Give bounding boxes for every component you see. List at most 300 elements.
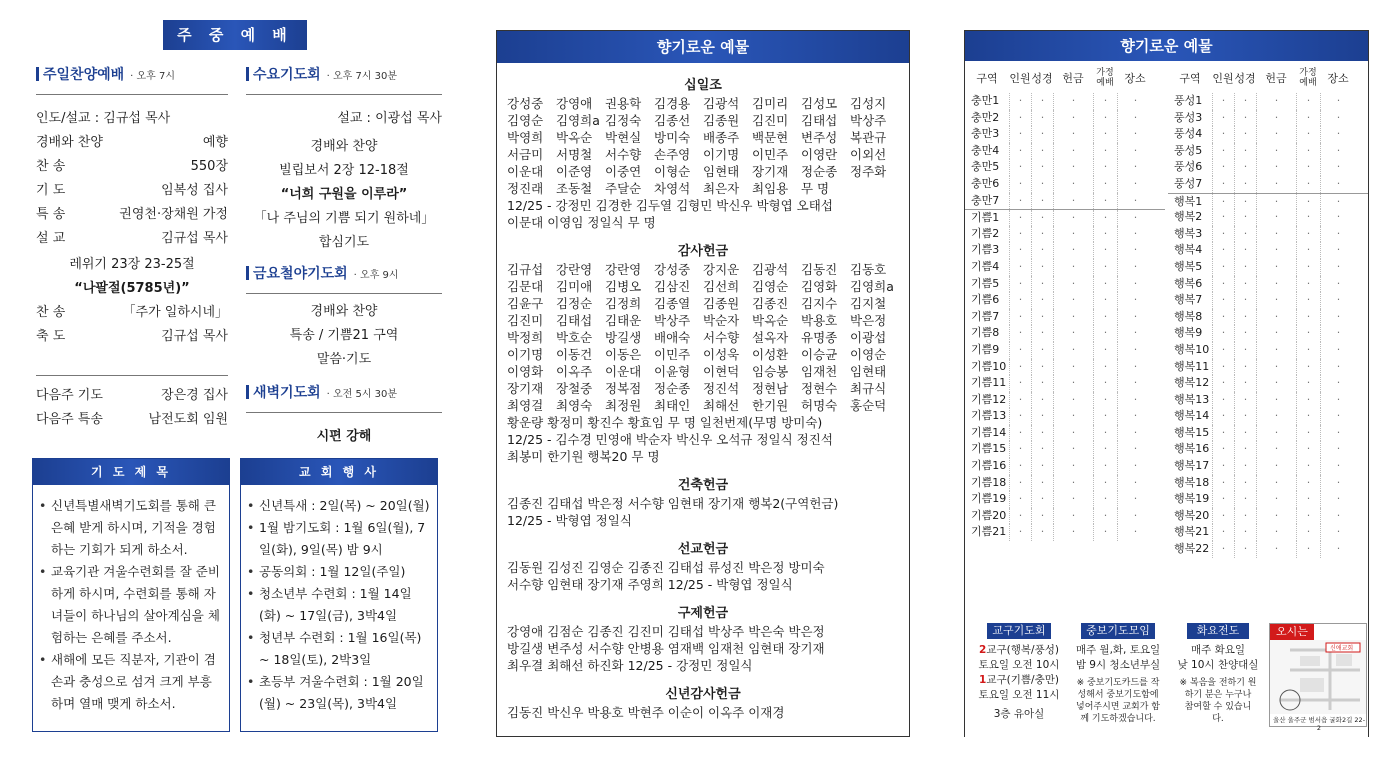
church-events-box bbox=[240, 458, 438, 732]
donor-name: 한기원 bbox=[752, 398, 789, 413]
donor-name: 김미애 bbox=[556, 279, 593, 294]
empty-cell: · bbox=[1296, 126, 1320, 143]
donor-name: 장기재 bbox=[507, 381, 544, 396]
empty-cell: · bbox=[1234, 276, 1256, 293]
table-row bbox=[1168, 392, 1368, 409]
table-row bbox=[1168, 242, 1368, 259]
empty-cell: · bbox=[1053, 242, 1093, 259]
empty-cell: · bbox=[1212, 375, 1234, 392]
donor-name: 김종열 bbox=[654, 296, 691, 311]
district-name: 행복2 bbox=[1174, 210, 1203, 224]
donor-name: 방미숙 bbox=[654, 130, 691, 145]
empty-cell: · bbox=[1320, 491, 1356, 508]
empty-cell: · bbox=[1053, 193, 1093, 210]
donor-name: 최영걸 bbox=[507, 398, 544, 413]
donor-name: 김태섭 bbox=[801, 113, 838, 128]
column-header: 인원 bbox=[1009, 72, 1031, 85]
empty-cell: · bbox=[1009, 242, 1031, 259]
empty-cell: · bbox=[1234, 375, 1256, 392]
empty-cell: · bbox=[1117, 325, 1153, 342]
empty-cell: · bbox=[1256, 375, 1296, 392]
offering-section bbox=[497, 605, 909, 674]
donor-name: 정순종 bbox=[654, 381, 691, 396]
empty-cell: · bbox=[1093, 193, 1117, 210]
info-boxes bbox=[975, 623, 1366, 733]
empty-cell: · bbox=[1117, 143, 1153, 160]
donor-name: 박용호 bbox=[801, 313, 838, 328]
empty-cell: · bbox=[1320, 342, 1356, 359]
district-name: 기쁨13 bbox=[971, 409, 1007, 423]
district-name: 기쁨14 bbox=[971, 425, 1007, 439]
district-name: 기쁨7 bbox=[971, 309, 1000, 323]
district-name: 행복12 bbox=[1174, 376, 1210, 390]
empty-cell: · bbox=[1031, 159, 1053, 176]
empty-cell: · bbox=[1031, 359, 1053, 376]
table-row bbox=[965, 441, 1165, 458]
table-row bbox=[1168, 126, 1368, 143]
empty-cell: · bbox=[1093, 210, 1117, 226]
empty-cell: · bbox=[1320, 126, 1356, 143]
empty-cell: · bbox=[1117, 458, 1153, 475]
donor-name: 김진미 bbox=[507, 313, 544, 328]
donor-name: 이성욱 bbox=[703, 347, 740, 362]
column-header: 성경 bbox=[1234, 72, 1256, 85]
empty-cell: · bbox=[1296, 458, 1320, 475]
empty-cell: · bbox=[1256, 259, 1296, 276]
empty-cell: · bbox=[1053, 93, 1093, 110]
table-row bbox=[965, 475, 1165, 492]
empty-cell: · bbox=[1031, 210, 1053, 226]
donor-name: 이현덕 bbox=[703, 364, 740, 379]
empty-cell: · bbox=[1234, 441, 1256, 458]
donor-name: 김정희 bbox=[605, 296, 642, 311]
empty-cell: · bbox=[1296, 524, 1320, 541]
empty-cell: · bbox=[1009, 441, 1031, 458]
donor-name: 최태인 bbox=[654, 398, 691, 413]
empty-cell: · bbox=[1093, 176, 1117, 193]
district-name: 풍성1 bbox=[1174, 94, 1203, 107]
donor-name: 강성중 bbox=[507, 96, 544, 111]
donor-name: 김병오 bbox=[605, 279, 642, 294]
district-name: 충만2 bbox=[971, 110, 1000, 124]
order-row bbox=[36, 384, 228, 408]
donor-line: 김동원 김성진 김영순 김종진 김태섭 류성진 박은정 방미숙 bbox=[507, 560, 825, 575]
divider bbox=[36, 375, 228, 376]
empty-cell: · bbox=[1117, 524, 1153, 541]
empty-cell: · bbox=[1212, 126, 1234, 143]
district-name: 행복9 bbox=[1174, 326, 1203, 340]
donor-name: 주달순 bbox=[605, 181, 642, 196]
donor-name: 유명종 bbox=[801, 330, 838, 345]
empty-cell: · bbox=[1296, 276, 1320, 293]
empty-cell: · bbox=[1256, 176, 1296, 193]
donor-name: 이중연 bbox=[605, 164, 642, 179]
donor-name: 정주화 bbox=[850, 164, 887, 179]
donor-name: 김영화 bbox=[801, 279, 838, 294]
empty-cell: · bbox=[1031, 143, 1053, 160]
empty-cell: · bbox=[1296, 325, 1320, 342]
empty-cell: · bbox=[1031, 425, 1053, 442]
intercession-box bbox=[1071, 623, 1165, 725]
empty-cell: · bbox=[1234, 242, 1256, 259]
empty-cell: · bbox=[1117, 441, 1153, 458]
list-item: • 교육기관 겨울수련회를 잘 준비하게 하시며, 수련회를 통해 자녀들이 하나님의 살아계심을 체험하는 은혜를 주소서. bbox=[39, 561, 221, 649]
donor-name: 이민주 bbox=[654, 347, 691, 362]
table-row bbox=[965, 126, 1165, 143]
donor-line: 12/25 - 강정민 김경한 김두열 김형민 박신우 박형엽 오태섭 bbox=[507, 198, 833, 213]
column-header: 구역 bbox=[976, 72, 998, 85]
empty-cell: · bbox=[1093, 392, 1117, 409]
table-row bbox=[1168, 159, 1368, 176]
sermon-title: “나팔절(5785년)” bbox=[74, 281, 190, 296]
donor-name: 박호순 bbox=[556, 330, 593, 345]
empty-cell: · bbox=[1053, 342, 1093, 359]
empty-cell: · bbox=[1093, 425, 1117, 442]
empty-cell: · bbox=[1053, 375, 1093, 392]
donor-name: 김종진 bbox=[752, 296, 789, 311]
donor-name: 김미리 bbox=[752, 96, 789, 111]
donor-name: 이영란 bbox=[801, 147, 838, 162]
empty-cell: · bbox=[1009, 508, 1031, 525]
empty-cell: · bbox=[1053, 325, 1093, 342]
list-item: • 신년특별새벽기도회를 통해 큰 은혜 받게 하시며, 기적을 경험하는 기회가 되게 하소서. bbox=[39, 495, 221, 561]
empty-cell: · bbox=[1212, 524, 1234, 541]
district-name: 행복8 bbox=[1174, 309, 1203, 323]
table-row bbox=[1168, 110, 1368, 127]
empty-cell: · bbox=[1009, 193, 1031, 210]
table-row bbox=[965, 242, 1165, 259]
table-row bbox=[965, 392, 1165, 409]
section-heading: 금요철야기도회 · 오후 9시 bbox=[246, 263, 442, 283]
donor-name: 강성중 bbox=[654, 262, 691, 277]
district-name: 기쁨1 bbox=[971, 211, 1000, 225]
empty-cell: · bbox=[1009, 126, 1031, 143]
divider bbox=[246, 94, 442, 95]
donor-name: 최임용 bbox=[752, 181, 789, 196]
empty-cell: · bbox=[1093, 524, 1117, 541]
table-row bbox=[1168, 458, 1368, 475]
donor-name: 이성환 bbox=[752, 347, 789, 362]
empty-cell: · bbox=[1234, 110, 1256, 127]
weekly-worship-panel bbox=[28, 18, 444, 740]
order-label: 특 송 bbox=[36, 207, 66, 222]
empty-cell: · bbox=[1296, 309, 1320, 326]
donor-name: 박정희 bbox=[507, 330, 544, 345]
donor-name: 강지운 bbox=[703, 262, 740, 277]
scripture: 레위기 23장 23-25절 bbox=[69, 257, 195, 272]
district-name: 충만6 bbox=[971, 176, 1000, 190]
table-row bbox=[1168, 524, 1368, 541]
district-name: 충만7 bbox=[971, 193, 1000, 207]
donor-name: 김동호 bbox=[850, 262, 887, 277]
table-row bbox=[1168, 441, 1368, 458]
offering-body bbox=[497, 77, 909, 733]
empty-cell: · bbox=[1234, 259, 1256, 276]
box-heading: 중보기도모임 bbox=[1081, 623, 1155, 639]
donor-name: 장철중 bbox=[556, 381, 593, 396]
empty-cell: · bbox=[1009, 110, 1031, 127]
table-row bbox=[965, 325, 1165, 342]
donor-name: 이승균 bbox=[801, 347, 838, 362]
empty-cell: · bbox=[1031, 309, 1053, 326]
empty-cell: · bbox=[1053, 143, 1093, 160]
map-church-label: 신애교회 bbox=[1330, 645, 1354, 652]
donor-name: 김태운 bbox=[605, 313, 642, 328]
empty-cell: · bbox=[1234, 491, 1256, 508]
offering-category: 감사헌금 bbox=[677, 244, 729, 259]
empty-cell: · bbox=[1212, 309, 1234, 326]
empty-cell: · bbox=[1320, 143, 1356, 160]
empty-cell: · bbox=[1212, 491, 1234, 508]
donor-name: 정현남 bbox=[752, 381, 789, 396]
district-name: 기쁨3 bbox=[971, 243, 1000, 257]
empty-cell: · bbox=[1212, 425, 1234, 442]
empty-cell: · bbox=[1320, 176, 1356, 193]
donor-name: 최해선 bbox=[703, 398, 740, 413]
donor-name: 이동건 bbox=[556, 347, 593, 362]
empty-cell: · bbox=[1031, 508, 1053, 525]
table-row bbox=[965, 93, 1165, 110]
donor-name bbox=[850, 180, 899, 197]
order-row bbox=[36, 107, 228, 131]
donor-name: 강란영 bbox=[556, 262, 593, 277]
empty-cell: · bbox=[1256, 159, 1296, 176]
table-row bbox=[1168, 226, 1368, 243]
donor-name: 정순종 bbox=[801, 164, 838, 179]
donor-name: 이형순 bbox=[654, 164, 691, 179]
empty-cell: · bbox=[1009, 226, 1031, 243]
empty-cell: · bbox=[1031, 392, 1053, 409]
order-line: 경배와 찬양 bbox=[310, 139, 378, 154]
table-row bbox=[965, 359, 1165, 376]
district-name: 기쁨11 bbox=[971, 376, 1007, 390]
empty-cell: · bbox=[1031, 491, 1053, 508]
table-row bbox=[965, 209, 1165, 226]
order-row bbox=[36, 227, 228, 251]
box-line: 매주 월,화, 토요일 bbox=[1075, 644, 1161, 656]
column-header: 헌금 bbox=[1265, 72, 1287, 85]
donor-name: 박영희 bbox=[507, 130, 544, 145]
donor-name: 홍순덕 bbox=[850, 398, 887, 413]
district-name: 행복21 bbox=[1174, 525, 1210, 539]
donor-name: 김광석 bbox=[752, 262, 789, 277]
empty-cell: · bbox=[1117, 408, 1153, 425]
empty-cell: · bbox=[1009, 276, 1031, 293]
table-body bbox=[965, 93, 1165, 541]
offering-section bbox=[497, 477, 909, 529]
address: 울산 울주군 범서읍 굴화2길 22-2 bbox=[1272, 716, 1366, 732]
empty-cell: · bbox=[1212, 458, 1234, 475]
empty-cell: · bbox=[1212, 408, 1234, 425]
order-label: 다음주 기도 bbox=[36, 388, 103, 403]
district-name: 충만4 bbox=[971, 143, 1000, 157]
table-row bbox=[965, 226, 1165, 243]
district-name: 행복15 bbox=[1174, 425, 1210, 439]
offering-section bbox=[497, 243, 909, 465]
donor-line: 최봉미 한기원 행복20 무 명 bbox=[507, 449, 660, 464]
empty-cell: · bbox=[1320, 325, 1356, 342]
empty-cell: · bbox=[1009, 159, 1031, 176]
district-name: 기쁨19 bbox=[971, 492, 1007, 506]
empty-cell: · bbox=[1296, 491, 1320, 508]
empty-cell: · bbox=[1212, 325, 1234, 342]
empty-cell: · bbox=[1320, 259, 1356, 276]
table-row bbox=[965, 508, 1165, 525]
empty-cell: · bbox=[1009, 375, 1031, 392]
empty-cell: · bbox=[1296, 242, 1320, 259]
dawn-text: 시편 강해 bbox=[316, 429, 372, 444]
empty-cell: · bbox=[1093, 292, 1117, 309]
table-row bbox=[965, 342, 1165, 359]
empty-cell: · bbox=[1256, 325, 1296, 342]
list-item: • 청년부 수련회 : 1월 16일(목) ~ 18일(토), 2박3일 bbox=[247, 627, 431, 671]
empty-cell: · bbox=[1117, 342, 1153, 359]
donor-name: 김종선 bbox=[654, 113, 691, 128]
district-table-right bbox=[1168, 63, 1368, 558]
list-item: • 1월 밤기도회 : 1월 6일(월), 7일(화), 9일(목) 밤 9시 bbox=[247, 517, 431, 561]
donor-name: 김성지 bbox=[850, 96, 887, 111]
empty-cell: · bbox=[1256, 491, 1296, 508]
district-name: 풍성3 bbox=[1174, 110, 1203, 124]
empty-cell: · bbox=[1009, 524, 1031, 541]
donor-name: 김광석 bbox=[703, 96, 740, 111]
table-row bbox=[965, 458, 1165, 475]
donor-line: 방길생 변주성 서수향 안병용 염재백 임재천 임현태 장기재 bbox=[507, 641, 825, 656]
donor-name: 임재천 bbox=[801, 364, 838, 379]
empty-cell: · bbox=[1296, 209, 1320, 226]
empty-cell: · bbox=[1031, 475, 1053, 492]
empty-cell: · bbox=[1256, 226, 1296, 243]
district-name: 기쁨21 bbox=[971, 525, 1007, 539]
empty-cell: · bbox=[1256, 425, 1296, 442]
empty-cell: · bbox=[1053, 425, 1093, 442]
order-line: 말씀·기도 bbox=[316, 352, 372, 367]
empty-cell: · bbox=[1117, 93, 1153, 110]
empty-cell: · bbox=[1031, 375, 1053, 392]
empty-cell: · bbox=[1296, 176, 1320, 193]
table-row bbox=[1168, 193, 1368, 210]
table-row bbox=[1168, 325, 1368, 342]
empty-cell: · bbox=[1320, 458, 1356, 475]
empty-cell: · bbox=[1320, 475, 1356, 492]
empty-cell: · bbox=[1320, 276, 1356, 293]
empty-cell: · bbox=[1009, 309, 1031, 326]
donor-name: 김종원 bbox=[703, 113, 740, 128]
table-row bbox=[1168, 508, 1368, 525]
empty-cell: · bbox=[1212, 475, 1234, 492]
donor-name: 손주영 bbox=[654, 147, 691, 162]
donor-name: 이동은 bbox=[605, 347, 642, 362]
donor-name: 김영희a bbox=[556, 113, 600, 128]
donor-name: 배애숙 bbox=[654, 330, 691, 345]
donor-name: 이영화 bbox=[507, 364, 544, 379]
donor-name: 임승봉 bbox=[752, 364, 789, 379]
empty-cell: · bbox=[1212, 159, 1234, 176]
empty-cell: · bbox=[1031, 126, 1053, 143]
empty-cell: · bbox=[1212, 93, 1234, 110]
empty-cell: · bbox=[1009, 458, 1031, 475]
song: 「나 주님의 기쁨 되기 원하네」 bbox=[253, 211, 435, 226]
empty-cell: · bbox=[1093, 375, 1117, 392]
empty-cell: · bbox=[1234, 541, 1256, 558]
empty-cell: · bbox=[1093, 441, 1117, 458]
next-week-list bbox=[36, 384, 228, 432]
table-row bbox=[1168, 475, 1368, 492]
panel-title: 향기로운 예물 bbox=[965, 31, 1368, 61]
empty-cell: · bbox=[1234, 458, 1256, 475]
donor-name: 김정순 bbox=[556, 296, 593, 311]
donor-name: 이외선 bbox=[850, 147, 887, 162]
district-name: 기쁨10 bbox=[971, 359, 1007, 373]
table-body bbox=[1168, 93, 1368, 558]
offering-list-panel bbox=[496, 30, 910, 737]
empty-cell: · bbox=[1053, 226, 1093, 243]
divider bbox=[36, 94, 228, 95]
empty-cell: · bbox=[1256, 209, 1296, 226]
empty-cell: · bbox=[1296, 292, 1320, 309]
column-header: 구역 bbox=[1179, 72, 1201, 85]
table-row bbox=[1168, 259, 1368, 276]
table-row bbox=[1168, 292, 1368, 309]
empty-cell: · bbox=[1053, 408, 1093, 425]
empty-cell: · bbox=[1009, 425, 1031, 442]
donor-line: 12/25 - 박형엽 정일식 bbox=[507, 513, 632, 528]
donor-name: 장기재 bbox=[752, 164, 789, 179]
empty-cell: · bbox=[1031, 441, 1053, 458]
empty-cell: · bbox=[1256, 309, 1296, 326]
offering-section bbox=[497, 686, 909, 721]
table-row bbox=[965, 491, 1165, 508]
donor-name: 권용학 bbox=[605, 96, 642, 111]
empty-cell: · bbox=[1009, 359, 1031, 376]
donor-name: 김규섭 bbox=[507, 262, 544, 277]
empty-cell: · bbox=[1053, 210, 1093, 226]
empty-cell: · bbox=[1053, 524, 1093, 541]
empty-cell: · bbox=[1009, 259, 1031, 276]
donor-name: 이준영 bbox=[556, 164, 593, 179]
donor-name: 서수향 bbox=[703, 330, 740, 345]
order-label: 찬 송 bbox=[36, 159, 66, 174]
midweek-section bbox=[246, 64, 442, 449]
donor-name: 강란영 bbox=[605, 262, 642, 277]
district-name: 풍성4 bbox=[1174, 127, 1203, 141]
empty-cell: · bbox=[1117, 126, 1153, 143]
empty-cell: · bbox=[1234, 359, 1256, 376]
name-grid bbox=[497, 95, 909, 197]
empty-cell: · bbox=[1093, 159, 1117, 176]
empty-cell: · bbox=[1256, 292, 1296, 309]
district-name: 풍성6 bbox=[1174, 160, 1203, 174]
order-line: 특송 / 기쁨21 구역 bbox=[289, 328, 399, 343]
empty-cell: · bbox=[1234, 292, 1256, 309]
offering-section bbox=[497, 541, 909, 593]
empty-cell: · bbox=[1296, 93, 1320, 110]
empty-cell: · bbox=[1117, 425, 1153, 442]
empty-cell: · bbox=[1296, 110, 1320, 127]
empty-cell: · bbox=[1009, 292, 1031, 309]
box-line: 매주 화요일 bbox=[1190, 644, 1246, 656]
empty-cell: · bbox=[1320, 110, 1356, 127]
empty-cell: · bbox=[1053, 309, 1093, 326]
empty-cell: · bbox=[1093, 226, 1117, 243]
box-line: 2교구(행복/풍성) bbox=[979, 644, 1059, 656]
empty-cell: · bbox=[1093, 508, 1117, 525]
order-label: 축 도 bbox=[36, 329, 66, 344]
empty-cell: · bbox=[1093, 110, 1117, 127]
district-name: 행복17 bbox=[1174, 459, 1210, 473]
empty-cell: · bbox=[1320, 242, 1356, 259]
empty-cell: · bbox=[1031, 193, 1053, 210]
